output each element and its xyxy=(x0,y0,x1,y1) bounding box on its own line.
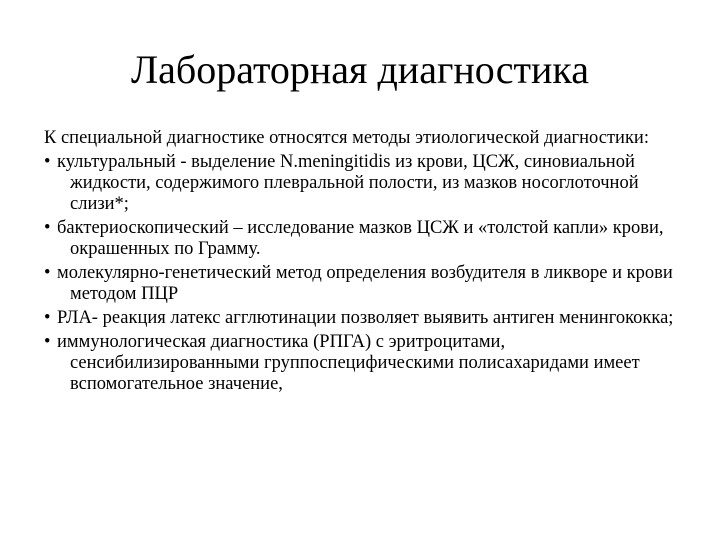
bullet-item xyxy=(44,152,684,216)
bullet-marker: • xyxy=(44,151,51,172)
bullet-text: молекулярно-генетический метод определения возбудителя в ликворе и крови методом ПЦР xyxy=(57,263,673,305)
bullet-item xyxy=(44,332,684,396)
bullet-item xyxy=(44,263,684,305)
bullet-text: культуральный - выделение N.meningitidis из крови, ЦСЖ, синовиальной жидкости, содержимого плевральной полости, из мазков носоглоточной слизи*; xyxy=(57,151,639,215)
bullet-text: РЛА- реакция латекс агглютинации позволяет выявить антиген менингококка; xyxy=(57,308,674,328)
bullet-marker: • xyxy=(44,308,51,328)
bullet-text: бактериоскопический – исследование мазков ЦСЖ и «толстой капли» крови, окрашенных по Грамму. xyxy=(57,218,664,260)
bullet-item xyxy=(44,308,684,329)
bullet-marker: • xyxy=(44,218,51,238)
bullet-text: иммунологическая диагностика (РПГА) с эритроцитами, сенсибилизированными группоспецифическими полисахаридами имеет вспомогательное значение, xyxy=(57,331,640,395)
slide-body xyxy=(44,128,684,398)
intro-paragraph: К специальной диагностике относятся методы этиологической диагностики: xyxy=(44,128,649,148)
bullet-item xyxy=(44,218,684,260)
bullet-marker: • xyxy=(44,263,51,283)
bullet-marker: • xyxy=(44,331,51,352)
slide-title: Лабораторная диагностика xyxy=(130,47,589,92)
